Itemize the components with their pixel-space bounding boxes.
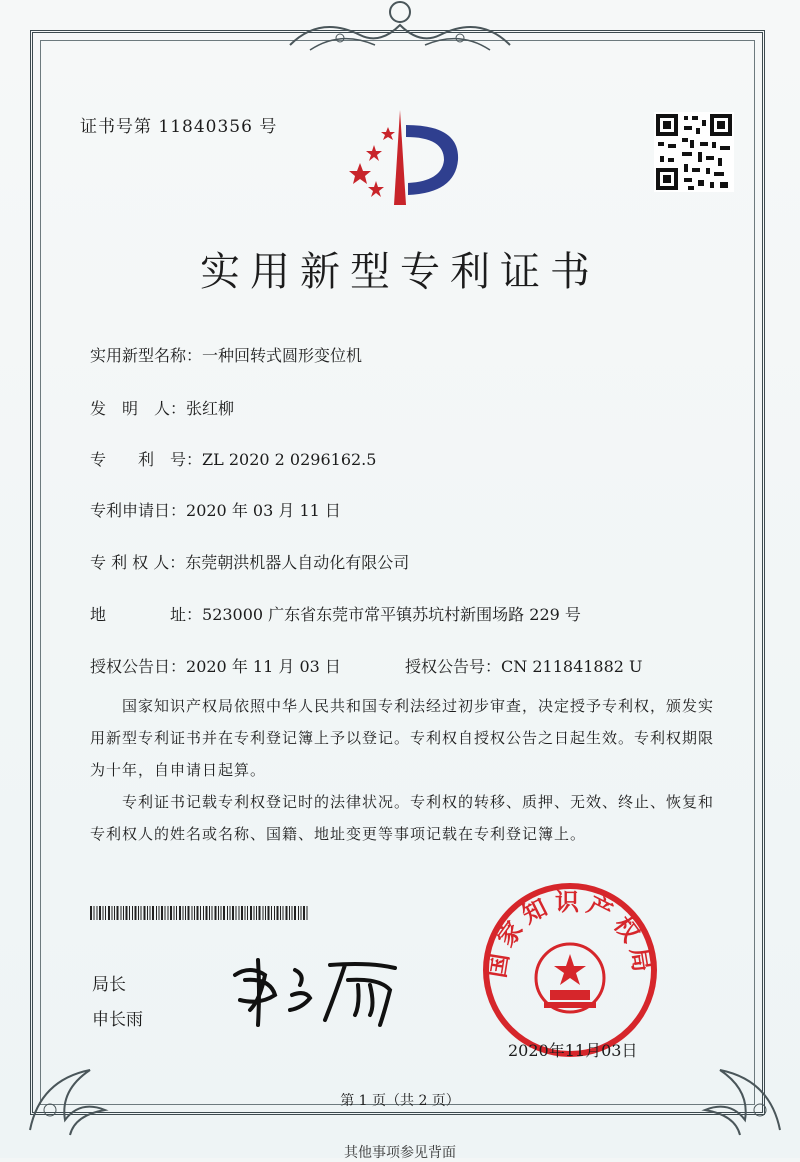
patent-number-row	[90, 447, 376, 470]
patent-office-logo-icon	[340, 105, 470, 215]
field-label: 地 址：	[90, 605, 203, 624]
field-value: 张红柳	[186, 399, 235, 418]
patentee-row	[90, 550, 409, 573]
field-label: 实用新型名称：	[90, 346, 203, 365]
field-label: 专利申请日：	[90, 501, 187, 520]
field-value: 东莞朝洪机器人自动化有限公司	[185, 553, 410, 572]
field-label: 授权公告日：	[90, 657, 187, 676]
field-label: 专 利 号：	[90, 450, 203, 469]
grant-statement-paragraph: 国家知识产权局依照中华人民共和国专利法经过初步审查，决定授予专利权，颁发实用新型专利证书并在专利登记簿上予以登记。专利权自授权公告之日起生效。专利权期限为十年，自申请日起算。	[90, 697, 715, 779]
field-value: 523000 广东省东莞市常平镇苏坑村新围场路 229 号	[202, 605, 581, 624]
field-value: 一种回转式圆形变位机	[202, 346, 363, 365]
handwritten-signature-icon	[230, 950, 410, 1030]
utility-model-name-row	[90, 343, 362, 366]
grant-number-row	[405, 654, 643, 677]
seal-text: 国家知识产权局	[482, 888, 658, 980]
filing-date-row	[90, 498, 341, 521]
field-value: ZL 2020 2 0296162.5	[202, 450, 377, 469]
address-row	[90, 602, 581, 625]
seal-date: 2020年11月03日	[508, 1041, 638, 1060]
inventor-row	[90, 396, 234, 419]
top-ornament-icon	[280, 0, 520, 60]
footer-note: 其他事项参见背面	[344, 1145, 456, 1161]
page-number: 第 1 页（共 2 页）	[340, 1093, 460, 1109]
certificate-number: 证书号第 11840356 号	[80, 117, 278, 137]
official-seal-icon	[480, 880, 660, 1060]
field-value: 2020 年 03 月 11 日	[186, 501, 341, 520]
qr-code-icon	[654, 112, 734, 192]
field-value: 2020 年 11 月 03 日	[186, 657, 341, 676]
field-label: 授权公告号：	[405, 657, 502, 676]
grant-date-row	[90, 654, 341, 677]
certificate-title: 实用新型专利证书	[200, 249, 600, 295]
field-label: 专 利 权 人：	[90, 553, 186, 572]
barcode-icon	[90, 906, 310, 920]
field-value: CN 211841882 U	[501, 657, 643, 676]
signatory-title: 局长	[92, 975, 126, 995]
signatory-name: 申长雨	[92, 1010, 143, 1030]
legal-status-paragraph: 专利证书记载专利权登记时的法律状况。专利权的转移、质押、无效、终止、恢复和专利权人的姓名或名称、国籍、地址变更等事项记载在专利登记簿上。	[90, 793, 715, 843]
field-label: 发 明 人：	[90, 399, 187, 418]
